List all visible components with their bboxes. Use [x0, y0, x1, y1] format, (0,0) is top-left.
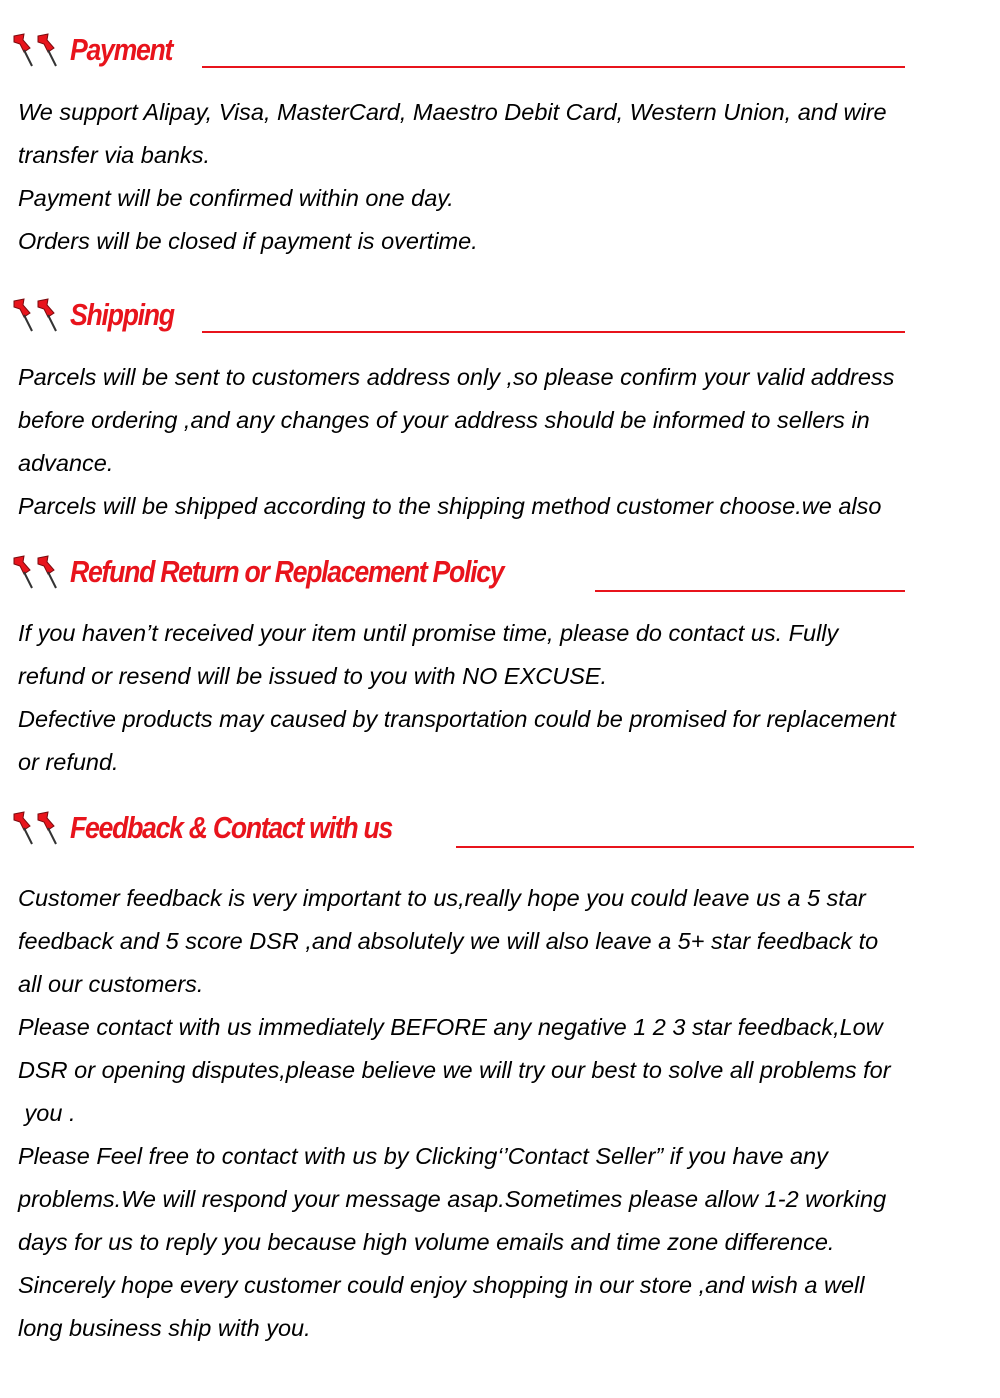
body-line: feedback and 5 score DSR ,and absolutely we will also leave a 5+ star feedback to	[18, 928, 879, 954]
body-line: refund or resend will be issued to you with NO EXCUSE.	[18, 663, 608, 689]
body-line: advance.	[18, 450, 114, 476]
body-line: Sincerely hope every customer could enjoy shopping in our store ,and wish a well	[18, 1272, 865, 1298]
section-payment	[0, 28, 1000, 254]
body-line: days for us to reply you because high volume emails and time zone difference.	[18, 1229, 835, 1255]
section-heading	[0, 550, 1000, 600]
body-line: If you haven’t received your item until promise time, please do contact us. Fully	[18, 620, 839, 646]
push-pin-icon	[10, 32, 66, 70]
body-line: you .	[18, 1100, 76, 1126]
body-line: Parcels will be sent to customers address only ,so please confirm your valid address	[18, 364, 895, 390]
section-shipping	[0, 293, 1000, 519]
section-title: Feedback & Contact with us	[70, 810, 392, 845]
section-feedback	[0, 806, 1000, 1341]
section-body	[18, 612, 993, 784]
section-heading	[0, 806, 1000, 856]
heading-rule	[456, 846, 914, 848]
body-line: Orders will be closed if payment is overtime.	[18, 228, 478, 254]
push-pin-icon	[10, 810, 66, 848]
body-line: Parcels will be shipped according to the shipping method customer choose.we also	[18, 493, 882, 519]
section-body	[18, 877, 993, 1350]
section-body	[18, 91, 993, 263]
body-line: before ordering ,and any changes of your address should be informed to sellers in	[18, 407, 870, 433]
body-line: Please contact with us immediately BEFORE any negative 1 2 3 star feedback,Low	[18, 1014, 883, 1040]
body-line: We support Alipay, Visa, MasterCard, Maestro Debit Card, Western Union, and wire	[18, 99, 887, 125]
heading-rule	[202, 331, 905, 333]
section-title: Refund Return or Replacement Policy	[70, 554, 504, 589]
section-title: Payment	[70, 32, 173, 67]
heading-rule	[595, 590, 905, 592]
section-heading	[0, 293, 1000, 343]
body-line: all our customers.	[18, 971, 204, 997]
body-line: Please Feel free to contact with us by Clicking‘’Contact Seller” if you have any	[18, 1143, 828, 1169]
push-pin-icon	[10, 297, 66, 335]
body-line: problems.We will respond your message asap.Sometimes please allow 1-2 working	[18, 1186, 887, 1212]
body-line: long business ship with you.	[18, 1315, 311, 1341]
section-refund	[0, 550, 1000, 775]
body-line: Customer feedback is very important to us,really hope you could leave us a 5 star	[18, 885, 866, 911]
section-heading	[0, 28, 1000, 78]
body-line: Payment will be confirmed within one day.	[18, 185, 454, 211]
section-body	[18, 356, 993, 528]
body-line: Defective products may caused by transportation could be promised for replacement	[18, 706, 896, 732]
heading-rule	[202, 66, 905, 68]
body-line: or refund.	[18, 749, 119, 775]
body-line: DSR or opening disputes,please believe we will try our best to solve all problems for	[18, 1057, 891, 1083]
push-pin-icon	[10, 554, 66, 592]
body-line: transfer via banks.	[18, 142, 211, 168]
section-title: Shipping	[70, 297, 174, 332]
